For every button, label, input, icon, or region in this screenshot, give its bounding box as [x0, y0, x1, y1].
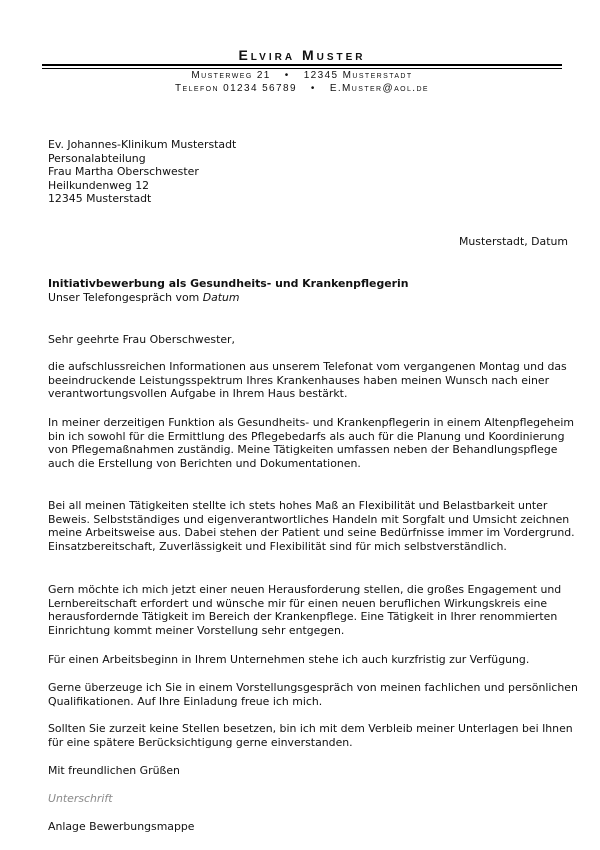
paragraph-text: Gern möchte ich mich jetzt einer neuen Herausforderung stellen, die großes Engagement und Lernbereitschaft erfordert und wünsche mir für einen neuen beruflichen Wirkungskreis eine herausfordernde Tätigkeit im Bereich der Krankenpflege. Eine Tätigkeit in Ihrer renommierten Einrichtung kommt meiner Vorstellung sehr entgegen. — [48, 583, 562, 637]
paragraph-text: Bei all meinen Tätigkeiten stellte ich stets hohes Maß an Flexibilität und Belastbarkeit unter Beweis. Selbstständiges und eigenverantwortliches Handeln mit Sorgfalt und Umsicht zeichnen meine Arbeitsweise aus. Dabei stehen der Patient und seine Bedürfnisse immer im Vordergrund. Einsatzbereitschaft, Zuverlässigkeit und Flexibilität sind für mich selbstverständlich. — [48, 499, 575, 553]
sender-name: Elvira Muster — [238, 47, 366, 63]
body-paragraph — [48, 583, 578, 637]
paragraph-text: Für einen Arbeitsbeginn in Ihrem Unternehmen stehe ich auch kurzfristig zur Verfügung. — [48, 653, 530, 666]
reference-prefix: Unser Telefongespräch vom — [48, 290, 203, 304]
enclosure: Anlage Bewerbungsmappe — [48, 820, 195, 833]
salutation: Sehr geehrte Frau Oberschwester, — [48, 333, 235, 346]
paragraph-text: In meiner derzeitigen Funktion als Gesundheits- und Krankenpflegerin in einem Altenpflegeheim bin ich sowohl für die Ermittlung des Pflegebedarfs als auch für die Planung und Koordinierung von Pflegemaßnahmen zuständig. Meine Tätigkeiten umfassen neben der Behandlungspflege auch die Erstellung von Berichten und Dokumentationen. — [48, 416, 575, 470]
paragraph-text: Gerne überzeuge ich Sie in einem Vorstellungsgespräch von meinen fachlichen und persönlichen Qualifikationen. Auf Ihre Einladung freue ich mich. — [48, 681, 578, 708]
sender-email: E.Muster@aol.de — [329, 83, 429, 94]
subject-block — [48, 277, 408, 304]
paragraph-text: Sollten Sie zurzeit keine Stellen besetzen, bin ich mit dem Verbleib meiner Unterlagen bei Ihnen für eine spätere Berücksichtigung gerne einverstanden. — [48, 722, 573, 749]
signature-placeholder: Unterschrift — [48, 792, 113, 805]
sender-phone: Telefon 01234 56789 — [175, 83, 297, 94]
body-paragraph — [48, 722, 578, 749]
body-paragraph — [48, 499, 578, 553]
sender-city: 12345 Musterstadt — [303, 70, 413, 81]
recipient-line: 12345 Musterstadt — [48, 192, 152, 206]
recipient-line: Ev. Johannes-Klinikum Musterstadt — [48, 138, 237, 151]
body-paragraph — [48, 653, 578, 667]
date-line: Musterstadt, Datum — [459, 235, 568, 248]
recipient-address — [48, 138, 236, 206]
sender-street: Musterweg 21 — [191, 70, 271, 81]
sender-contact-line — [42, 82, 562, 95]
closing: Mit freundlichen Grüßen — [48, 764, 180, 777]
recipient-line: Heilkundenweg 12 — [48, 178, 150, 192]
reference-date: Datum — [202, 290, 240, 304]
body-paragraph — [48, 681, 578, 708]
separator-dot: • — [284, 70, 290, 81]
body-paragraph — [48, 416, 578, 470]
body-paragraph — [48, 360, 578, 401]
letterhead — [42, 47, 562, 95]
recipient-line: Frau Martha Oberschwester — [48, 165, 199, 179]
separator-dot: • — [310, 83, 316, 94]
subject-title: Initiativbewerbung als Gesundheits- und Krankenpflegerin — [48, 277, 409, 290]
header-rule-thick — [42, 64, 562, 66]
subject-reference — [48, 291, 408, 305]
sender-address-line — [42, 69, 562, 82]
paragraph-text: die aufschlussreichen Informationen aus unserem Telefonat vom vergangenen Montag und das beeindruckende Leistungsspektrum Ihres Krankenhauses haben meinen Wunsch nach einer verantwortungsvollen Aufgabe in Ihrem Haus bestärkt. — [48, 360, 567, 401]
recipient-line: Personalabteilung — [48, 151, 146, 165]
